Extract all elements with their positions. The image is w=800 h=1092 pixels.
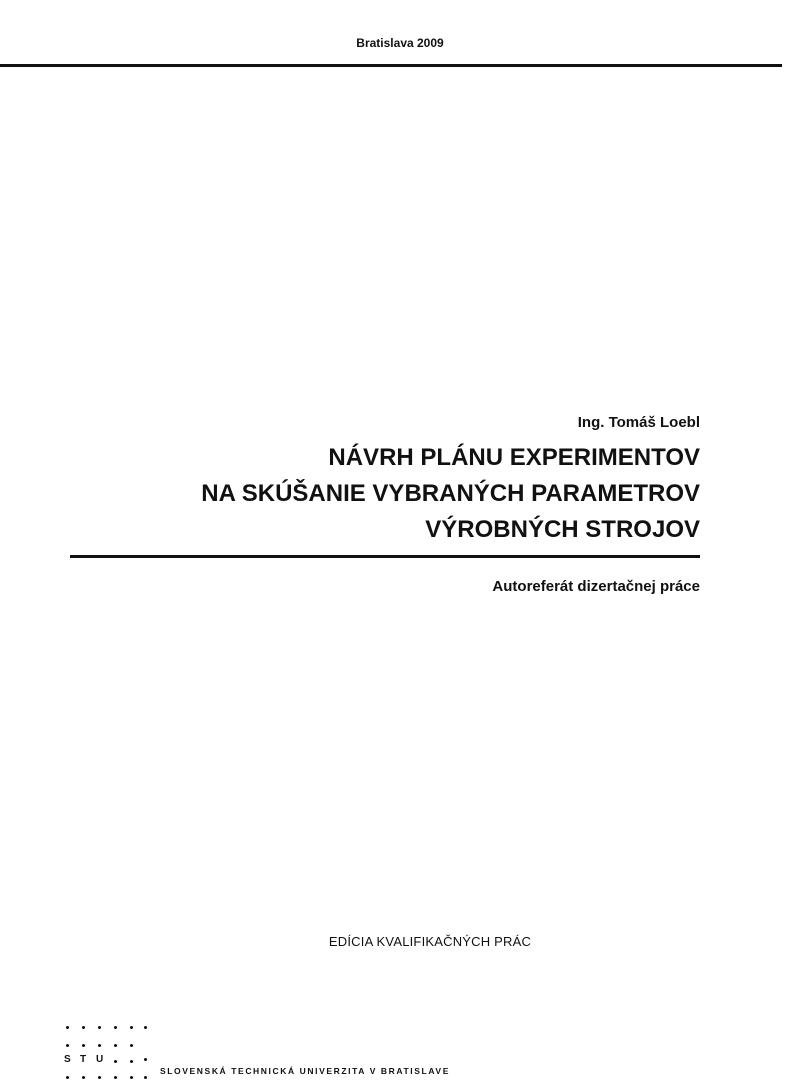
logo-letter-t: T — [80, 1054, 87, 1065]
logo-letter-u: U — [96, 1054, 104, 1065]
edition-series: EDÍCIA KVALIFIKAČNÝCH PRÁC — [328, 934, 532, 949]
title-line-2: NA SKÚŠANIE VYBRANÝCH PARAMETROV — [201, 480, 700, 507]
author-name: Ing. Tomáš Loebl — [577, 414, 700, 431]
top-rule — [0, 64, 782, 67]
title-rule — [70, 555, 700, 558]
logo-letter-s: S — [64, 1054, 71, 1065]
stu-logo — [64, 1022, 154, 1092]
title-line-3: VÝROBNÝCH STROJOV — [425, 516, 700, 543]
title-line-1: NÁVRH PLÁNU EXPERIMENTOV — [328, 444, 700, 471]
university-name: SLOVENSKÁ TECHNICKÁ UNIVERZITA V BRATISLAVE — [160, 1066, 450, 1076]
publication-place-year: Bratislava 2009 — [356, 36, 444, 50]
thesis-title — [201, 440, 700, 548]
document-type: Autoreferát dizertačnej práce — [492, 578, 700, 595]
